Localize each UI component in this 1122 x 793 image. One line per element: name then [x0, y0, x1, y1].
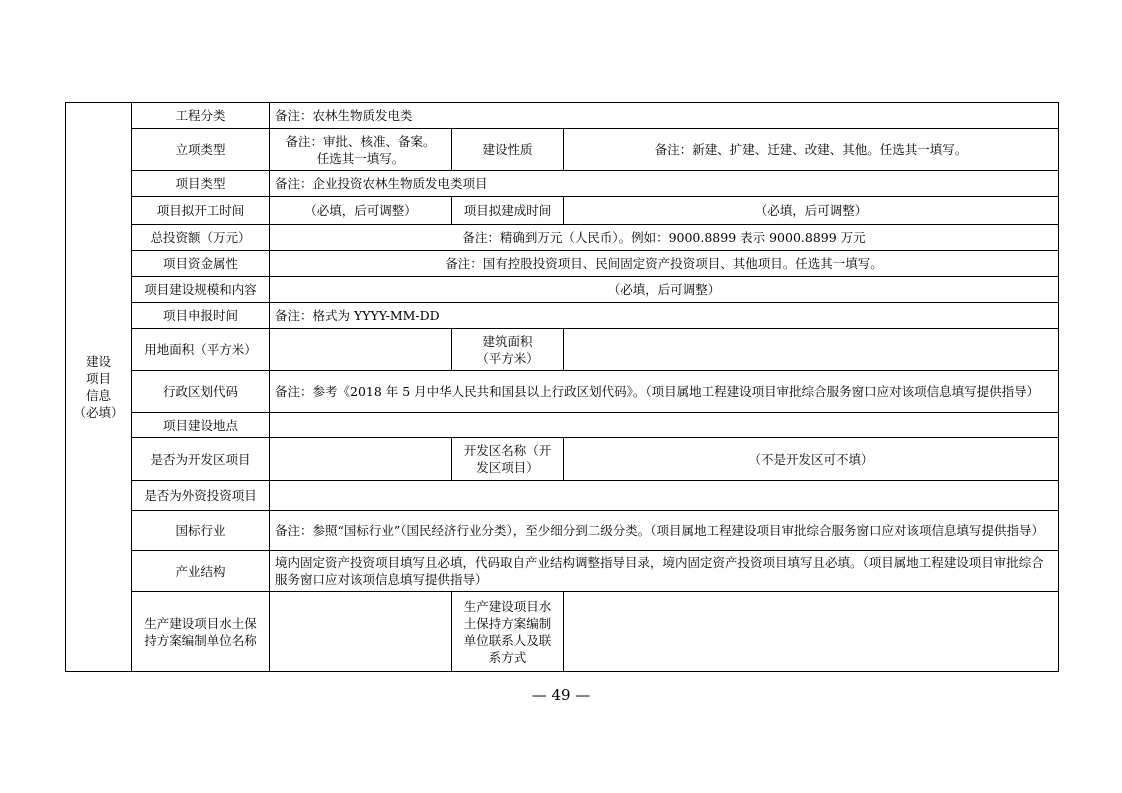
project-type-value[interactable]: 备注：企业投资农林生物质发电类项目: [270, 171, 1059, 197]
declare-time-label: 项目申报时间: [132, 303, 270, 329]
land-area-label: 用地面积（平方米）: [132, 329, 270, 371]
foreign-investment-label: 是否为外资投资项目: [132, 481, 270, 511]
planned-start-value[interactable]: （必填，后可调整）: [270, 197, 452, 225]
fund-attribute-label: 项目资金属性: [132, 251, 270, 277]
building-area-label-line: （平方米）: [476, 350, 539, 366]
scale-content-label: 项目建设规模和内容: [132, 277, 270, 303]
soil-water-contact-value[interactable]: [564, 592, 1059, 672]
approval-type-value[interactable]: [270, 129, 452, 171]
page-number: — 49 —: [531, 686, 591, 704]
construction-nature-label: 建设性质: [452, 129, 564, 171]
section-label-line: 项目: [85, 371, 111, 386]
section-label: [66, 103, 132, 672]
section-label-line: 建设: [85, 354, 111, 369]
foreign-investment-value[interactable]: [270, 481, 1059, 511]
planned-completion-label: 项目拟建成时间: [452, 197, 564, 225]
building-area-label-line: 建筑面积: [482, 333, 533, 349]
division-code-value[interactable]: 备注：参考《2018 年 5 月中华人民共和国县以上行政区划代码》。（项目属地工程建设项目审批综合服务窗口应对该项信息填写提供指导）: [270, 371, 1059, 413]
dev-zone-value[interactable]: [270, 438, 452, 481]
soil-water-contact-label-line: 土保持方案编制: [463, 615, 552, 631]
fund-attribute-value[interactable]: 备注：国有控股投资项目、民间固定资产投资项目、其他项目。任选其一填写。: [270, 251, 1059, 277]
dev-zone-name-value[interactable]: （不是开发区可不填）: [564, 438, 1059, 481]
dev-zone-name-label: [452, 438, 564, 481]
planned-completion-value[interactable]: （必填，后可调整）: [564, 197, 1059, 225]
soil-water-unit-label-line: 持方案编制单位名称: [144, 632, 257, 648]
soil-water-contact-label: [452, 592, 564, 672]
declare-time-value[interactable]: 备注：格式为 YYYY-MM-DD: [270, 303, 1059, 329]
engineering-category-value[interactable]: 备注：农林生物质发电类: [270, 103, 1059, 129]
total-investment-label: 总投资额（万元）: [132, 225, 270, 251]
total-investment-value[interactable]: 备注：精确到万元（人民币）。例如：9000.8899 表示 9000.8899 万元: [270, 225, 1059, 251]
division-code-label: 行政区划代码: [132, 371, 270, 413]
national-industry-value[interactable]: 备注：参照“国标行业”（国民经济行业分类），至少细分到二级分类。（项目属地工程建设项目审批综合服务窗口应对该项信息填写提供指导）: [270, 511, 1059, 551]
national-industry-label: 国标行业: [132, 511, 270, 551]
industry-structure-value[interactable]: 境内固定资产投资项目填写且必填，代码取自产业结构调整指导目录，境内固定资产投资项目填写且必填。（项目属地工程建设项目审批综合服务窗口应对该项信息填写提供指导）: [270, 551, 1059, 592]
industry-structure-label: 产业结构: [132, 551, 270, 592]
approval-type-label: 立项类型: [132, 129, 270, 171]
soil-water-contact-label-line: 生产建设项目水: [463, 598, 552, 614]
soil-water-contact-label-line: 单位联系人及联: [463, 632, 552, 648]
dev-zone-label: 是否为开发区项目: [132, 438, 270, 481]
dev-zone-name-label-line: 开发区名称（开: [463, 443, 552, 458]
approval-type-value-line: 备注：审批、核准、备案。: [285, 133, 436, 149]
scale-content-value[interactable]: （必填，后可调整）: [270, 277, 1059, 303]
engineering-category-label: 工程分类: [132, 103, 270, 129]
construction-nature-value[interactable]: 备注：新建、扩建、迁建、改建、其他。任选其一填写。: [564, 129, 1059, 171]
approval-type-value-line: 任选其一填写。: [316, 150, 405, 166]
building-area-label: [452, 329, 564, 371]
soil-water-unit-label-line: 生产建设项目水土保: [144, 615, 257, 631]
building-area-value[interactable]: [564, 329, 1059, 371]
section-label-line: （必填）: [73, 405, 124, 420]
location-value[interactable]: [270, 413, 1059, 438]
soil-water-contact-label-line: 系方式: [488, 649, 527, 665]
soil-water-unit-label: [132, 592, 270, 672]
section-label-line: 信息: [85, 388, 111, 403]
dev-zone-name-label-line: 发区项目）: [476, 460, 539, 475]
land-area-value[interactable]: [270, 329, 452, 371]
project-info-form: [65, 102, 1059, 672]
soil-water-unit-value[interactable]: [270, 592, 452, 672]
planned-start-label: 项目拟开工时间: [132, 197, 270, 225]
location-label: 项目建设地点: [132, 413, 270, 438]
project-type-label: 项目类型: [132, 171, 270, 197]
